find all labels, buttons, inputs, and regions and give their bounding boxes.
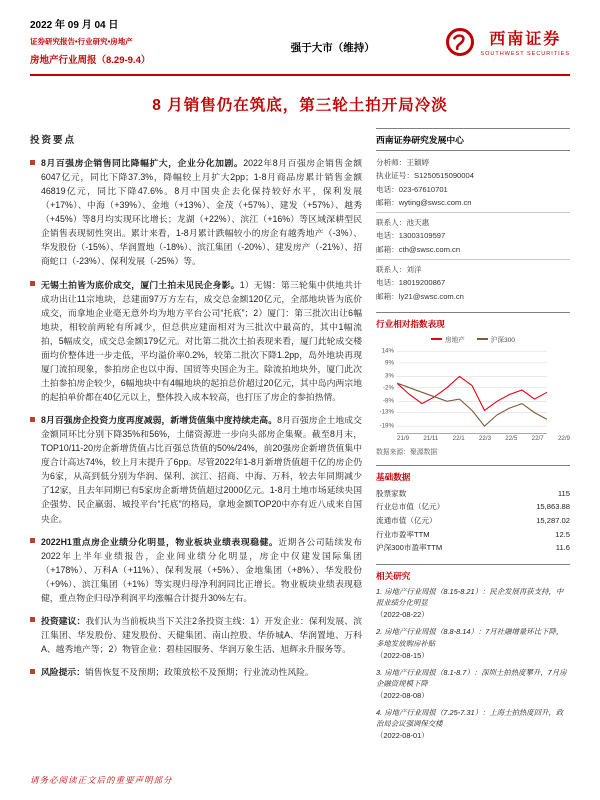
bullet-square-icon	[30, 417, 35, 422]
contact-row-analyst	[376, 156, 570, 169]
bullet-square-icon	[30, 538, 35, 543]
contact-value: 18019200867	[398, 278, 446, 288]
chart-x-axis: 21/9 21/11 22/1 22/3 22/5 22/7 22/9	[397, 434, 570, 442]
report-date: 2022 年 09 月 04 日	[30, 20, 119, 31]
contact-row-license	[376, 169, 570, 182]
contact-row-email	[376, 243, 570, 256]
related-item-date: （2022-08-08）	[376, 690, 429, 700]
bullet-body: 近期各公司陆续发布2022年上半年业绩报告，企业间业绩分化明显，房企中仅建发国际集团（+178%）、万科A（+11%）、保利发展（+5%）、金地集团（+8%）、华发股份（+9%）、滨江集团（+1%）等实现归母净利润同比正增长。物业板块业绩表现稳健，重点物企归母净利润平均涨幅合计提升30%左右。	[41, 536, 362, 603]
brand-name-en: SOUTHWEST SECURITIES	[480, 51, 570, 57]
basic-label: 行业总市值（亿元）	[376, 502, 445, 512]
header-meta	[30, 16, 220, 66]
related-item-title: 1. 房地产行业周报（8.15-8.21）：民企发展再获支持，中报业绩分化明显	[376, 587, 564, 608]
basic-value: 11.6	[555, 543, 570, 553]
bullet-square-icon	[30, 669, 35, 674]
chart-legend	[376, 334, 570, 344]
contact-label: 联系人：	[376, 218, 407, 228]
brand-logo	[445, 26, 570, 57]
risk-warning	[30, 665, 362, 679]
bullet-lead: 无锡土拍皆为底价成交，厦门土拍未见民企身影。	[41, 279, 240, 290]
basic-value: 12.5	[555, 529, 570, 539]
bullet-body: 销售恢复不及预期；政策放松不及预期；行业流动性风险。	[85, 667, 314, 678]
research-center-title: 西南证券研究发展中心	[376, 128, 570, 151]
disclaimer-footer: 请务必阅读正文后的重要声明部分	[30, 775, 173, 785]
related-item-title: 2. 房地产行业周报（8.8-8.14）：7月社融增量环比下降，多地发放购房补贴	[376, 627, 564, 648]
chart-area	[376, 347, 570, 434]
investment-point-4	[30, 535, 362, 605]
basic-label: 沪深300市盈率TTM	[376, 543, 443, 553]
chart-source: 数据来源：聚源数据	[376, 448, 438, 456]
related-item-date: （2022-08-22）	[376, 610, 429, 620]
contact-value: 023-67610701	[398, 184, 448, 194]
related-research-title: 相关研究	[376, 564, 570, 582]
basic-data-row	[376, 514, 570, 528]
related-item-title: 4. 房地产行业周报（7.25-7.31）：上海土拍热度回升，政治局会议强调保交楼	[376, 708, 564, 729]
chart-y-axis: 14% 9% 3% -2% -8% -13% -19%	[379, 347, 394, 430]
chart-plot	[397, 347, 547, 434]
bullet-lead: 8月百强房企投资力度再度减弱，新增货值集中度持续走高。	[41, 415, 278, 426]
contact-row-phone	[376, 276, 570, 289]
chart-legend-item: 房地产	[431, 334, 465, 344]
related-item-title: 3. 房地产行业周报（8.1-8.7）：深圳土拍热度攀升，7月房企融资规模下降	[376, 667, 567, 688]
contact-email: wyting@swsc.com.cn	[398, 197, 472, 207]
bullet-lead: 8月百强房企销售同比降幅扩大，企业分化加剧。	[41, 158, 244, 168]
contact-label: 电话：	[376, 184, 399, 194]
basic-label: 流通市值（亿元）	[376, 516, 437, 526]
contact-label: 电话：	[376, 278, 399, 288]
bullet-body: 我们认为当前板块当下关注2条投资主线：1）开发企业：保利发展、滨江集团、华发股份、建发股份、天健集团、南山控股、华侨城A、华润置地、万科A、越秀地产等；2）物管企业：碧桂园服务、华润万象生活、旭辉永升服务等。	[41, 615, 362, 654]
related-item-2	[376, 626, 570, 660]
content-columns	[30, 128, 570, 747]
bullet-square-icon	[30, 617, 35, 622]
page-title: 8 月销售仍在筑底，第三轮土拍开局冷淡	[152, 97, 448, 114]
section-investment-highlights: 投资要点	[30, 135, 77, 146]
basic-value: 15,863.88	[536, 502, 570, 512]
contact-value: 王颖婷	[406, 158, 430, 167]
basic-data-row	[376, 528, 570, 542]
contact-value: 池天惠	[406, 218, 430, 228]
rating-badge: 强于大市（维持）	[290, 42, 375, 54]
investment-point-1	[30, 156, 362, 269]
contact-label: 邮箱：	[376, 197, 399, 207]
bullet-square-icon	[30, 160, 35, 165]
contact-value: 刘洋	[406, 264, 422, 274]
contact-label: 执业证号：	[376, 171, 414, 181]
contact-label: 电话：	[376, 231, 399, 241]
investment-advice	[30, 614, 362, 656]
basic-label: 行业市盈率TTM	[376, 529, 430, 539]
contact-row-contact	[376, 216, 570, 229]
contact-row-phone	[376, 229, 570, 242]
contact-row-phone	[376, 183, 570, 196]
contact-label: 分析师：	[376, 158, 407, 167]
contact-value: 13003109597	[398, 231, 446, 241]
bullet-lead: 风险提示：	[41, 667, 85, 678]
contact-divider	[376, 212, 570, 213]
contact-row-email	[376, 196, 570, 209]
basic-data-row	[376, 541, 570, 555]
related-item-4	[376, 707, 570, 741]
basic-value: 15,287.02	[536, 516, 570, 526]
bullet-lead: 投资建议：	[41, 615, 86, 626]
header-divider	[30, 74, 570, 76]
contact-label: 邮箱：	[376, 291, 399, 301]
related-item-date: （2022-08-01）	[376, 731, 429, 741]
bullet-body: 8月百强房企土地成交金额同环比分别下降35%和56%，土储资源进一步向头部房企集聚。截至8月末，TOP10/11-20房企新增货值占比百强总货值的50%/24%，前20强房企新增货值集中度合计高达74%，较上月末提升了6pp。尽管2022年1-8月新增货值超千亿的房企仍为6家，从高到低分别为华润、保利、滨江、招商、中海、万科，较去年同期减少了12家，且去年同期已有5家房企新增货值超过2000亿元。1-8月土地市场延续央国企强势、民企羸弱、城投平台“托底”的格局，拿地金额TOP20中亦有近八成来自国央企。	[41, 415, 362, 524]
chart-section-title: 行业相对指数表现	[376, 312, 570, 330]
bullet-body: 1）无锡：第三轮集中供地共计成功出让11宗地块，总建面97万方左右，成交总金额120亿元，全部地块皆为底价成交，而拿地企业毫无意外均为地方平台公司“托底”；2）厦门：第三批次出让6幅地块，相较前两轮有所减少，但总供应建面相对为三批次中最高的，其中1幅流拍，5幅成交，成交总金额179亿元。对比第二批次土拍表现来看，厦门此轮成交楼面均价整体进一步走低，平均溢价率0.2%，较第二批次下降1.2pp，岛外地块再现厦门流拍现象，参拍房企也以中海、国贸等央国企为主。除流拍地块外，厦门此次土拍参拍房企较少，6幅地块中有4幅地块的起拍总价超过20亿元，其中岛内两宗地的起拍单价都在40亿元以上，整体投入成本较高，也打压了房企的参拍热情。	[41, 279, 362, 402]
chart-legend-item: 沪深300	[477, 334, 515, 344]
related-item-1	[376, 586, 570, 620]
contact-label: 邮箱：	[376, 244, 399, 254]
contact-row-email	[376, 290, 570, 303]
contact-row-contact	[376, 263, 570, 276]
basic-value: 115	[557, 488, 570, 498]
investment-point-3	[30, 413, 362, 526]
sidebar	[376, 128, 570, 747]
bullet-lead: 2022H1重点房企业绩分化明显，物业板块业绩表现稳健。	[41, 536, 279, 547]
relative-index-chart	[376, 334, 570, 442]
contact-divider	[376, 259, 570, 260]
bullet-square-icon	[30, 281, 35, 286]
brand-name-cn: 西南证券	[489, 31, 562, 48]
bullet-body: 2022年8月百强房企销售金额6047亿元，同比下降37.3%，降幅较上月扩大2pp；1-8月商品房累计销售金额46819亿元，同比下降47.6%。8月中国央企去化保持较好水平，保利发展（+17%）、中海（+39%）、金地（+13%）、金茂（+57%）、建发（+57%）、越秀（+45%）等8月均实现环比增长；龙湖（+22%）、滨江（+16%）等区域深耕型民企销售表现韧性突出。累计来看，1-8月累计跌幅较小的房企有越秀地产（-3%）、华发股份（-15%）、华润置地（-18%）、滨江集团（-20%）、建发房产（-21%）、招商蛇口（-23%）、保利发展（-25%）等。	[41, 158, 362, 267]
contact-value: S1250515090004	[413, 171, 474, 181]
main-content	[30, 128, 362, 747]
investment-point-2	[30, 278, 362, 405]
basic-data-row	[376, 500, 570, 514]
brand-logo-icon	[445, 27, 475, 57]
basic-label: 股票家数	[376, 488, 407, 498]
report-name: 房地产行业周报（8.29-9.4）	[30, 55, 151, 66]
report-category: 证券研究报告•行业研究•房地产	[30, 37, 133, 46]
basic-data-title: 基础数据	[376, 465, 570, 483]
report-header	[30, 16, 570, 66]
related-item-3	[376, 667, 570, 701]
contact-label: 联系人：	[376, 264, 407, 274]
brand-text	[480, 26, 570, 57]
basic-data-row	[376, 487, 570, 501]
related-item-date: （2022-08-15）	[376, 650, 429, 660]
contact-email: cth@swsc.com.cn	[398, 244, 461, 254]
contact-email: ly21@swsc.com.cn	[398, 291, 464, 301]
